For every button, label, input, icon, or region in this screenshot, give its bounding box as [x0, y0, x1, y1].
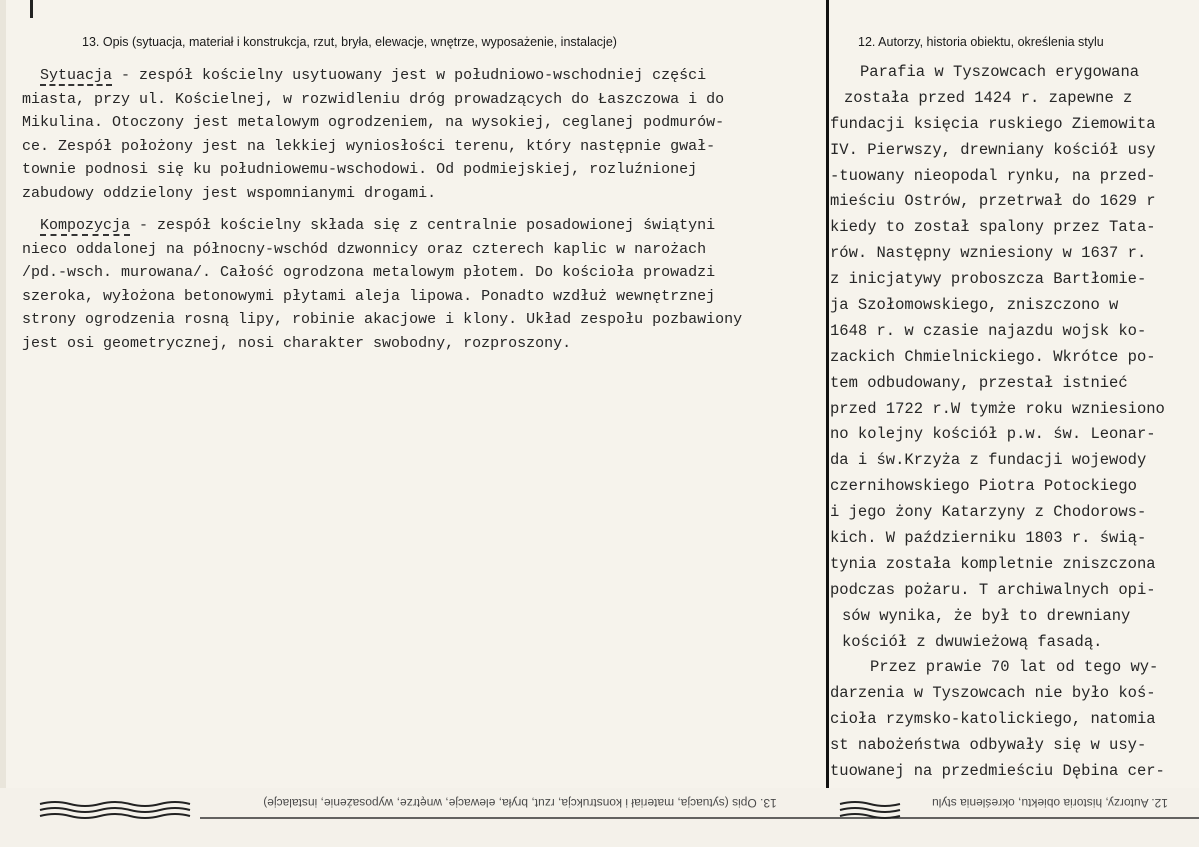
text-line: Kompozycja - zespół kościelny składa się z centralnie posadowionej świątyni	[40, 217, 716, 234]
description-text	[22, 64, 830, 355]
text-line: ja Szołomowskiego, zniszczono w	[830, 296, 1119, 315]
text-line: darzenia w Tyszowcach nie było koś-	[830, 684, 1156, 703]
text-line: jest osi geometrycznej, nosi charakter swobodny, rozproszony.	[22, 334, 572, 352]
text-line: rów. Następny wzniesiony w 1637 r.	[830, 244, 1147, 263]
text-line: miasta, przy ul. Kościelnej, w rozwidleniu dróg prowadzących do Łaszczowa i do	[22, 90, 725, 108]
text-line: 1648 r. w czasie najazdu wojsk ko-	[830, 321, 1147, 340]
text-line: townie podnosi się ku południowemu-wschodowi. Od podmiejskiej, rozluźnionej	[22, 161, 698, 178]
text-line: IV. Pierwszy, drewniany kościół usy	[830, 140, 1156, 159]
text-line: tem odbudowany, przestał istnieć	[830, 373, 1128, 392]
text-line: zabudowy oddzielony jest wspomnianymi drogami.	[22, 184, 437, 202]
sytuacja-label: Sytuacja	[40, 67, 113, 84]
text-line: st nabożeństwa odbywały się w usy-	[830, 736, 1147, 755]
text-line: Sytuacja - zespół kościelny usytuowany jest w południowo-wschodniej części	[40, 67, 707, 84]
corner-mark	[30, 0, 33, 18]
text-line: nieco oddalonej na północny-wschód dzwonnicy oraz czterech kaplic w narożach	[22, 240, 707, 258]
text-line: Mikulina. Otoczony jest metalowym ogrodzeniem, na wysokiej, ceglanej podmurów-	[22, 114, 725, 131]
section-13-header: 13. Opis (sytuacja, materiał i konstrukcja, rzut, bryła, elewacje, wnętrze, wyposażenie, instalacje)	[82, 35, 617, 49]
mirrored-header-right: 12. Autorzy, historia obiektu, określenia stylu	[932, 796, 1168, 810]
text-line: da i św.Krzyża z fundacji wojewody	[830, 451, 1147, 470]
text-line: Przez prawie 70 lat od tego wy-	[870, 658, 1159, 677]
mirrored-header-left: 13. Opis (sytuacja, materiał i konstrukcja, rzut, bryła, elewacje, wnętrze, wyposażenie, instalacje)	[263, 796, 777, 810]
history-text	[830, 60, 1199, 785]
text-line: kościół z dwuwieżową fasadą.	[842, 632, 1103, 651]
text-line: tynia została kompletnie zniszczona	[830, 554, 1156, 573]
text-line: cioła rzymsko-katolickiego, natomia	[830, 710, 1156, 729]
text-line: /pd.-wsch. murowana/. Całość ogrodzona metalowym płotem. Do kościoła prowadzi	[22, 264, 716, 281]
text-line: no kolejny kościół p.w. św. Leonar-	[830, 425, 1156, 444]
text-line: -tuowany nieopodal rynku, na przed-	[830, 166, 1156, 185]
text-line: ce. Zespół położony jest na lekkiej wyniosłości terenu, który następnie gwał-	[22, 137, 716, 155]
text-line: Parafia w Tyszowcach erygowana	[860, 63, 1140, 81]
text-line: strony ogrodzenia rosną lipy, robinie akacjowe i klony. Układ zespołu pozbawiony	[22, 311, 743, 328]
text-line: i jego żony Katarzyny z Chodorows-	[830, 503, 1147, 522]
text-line: tuowanej na przedmieściu Dębina cer-	[830, 762, 1165, 781]
text-line: czernihowskiego Piotra Potockiego	[830, 477, 1137, 496]
text-line: z inicjatywy proboszcza Bartłomie-	[830, 270, 1147, 289]
text-line: szeroka, wyłożona betonowymi płytami aleja lipowa. Ponadto wzdłuż wewnętrznej	[22, 287, 716, 305]
text-line: została przed 1424 r. zapewne z	[844, 88, 1133, 107]
section-12-header: 12. Autorzy, historia obiektu, określenia stylu	[858, 35, 1104, 49]
text-line: podczas pożaru. T archiwalnych opi-	[830, 580, 1156, 599]
text-line: fundacji księcia ruskiego Ziemowita	[830, 114, 1156, 133]
page-edge	[0, 0, 6, 847]
kompozycja-label: Kompozycja	[40, 217, 131, 234]
text-line: sów wynika, że był to drewniany	[842, 606, 1131, 625]
text-line: kiedy to został spalony przez Tata-	[830, 218, 1156, 237]
text-line: zackich Chmielnickiego. Wkrótce po-	[830, 347, 1156, 366]
text-line: mieściu Ostrów, przetrwał do 1629 r	[830, 192, 1156, 211]
text-line: przed 1722 r.W tymże roku wzniesiono	[830, 399, 1165, 418]
text-line: kich. W październiku 1803 r. świą-	[830, 529, 1147, 548]
